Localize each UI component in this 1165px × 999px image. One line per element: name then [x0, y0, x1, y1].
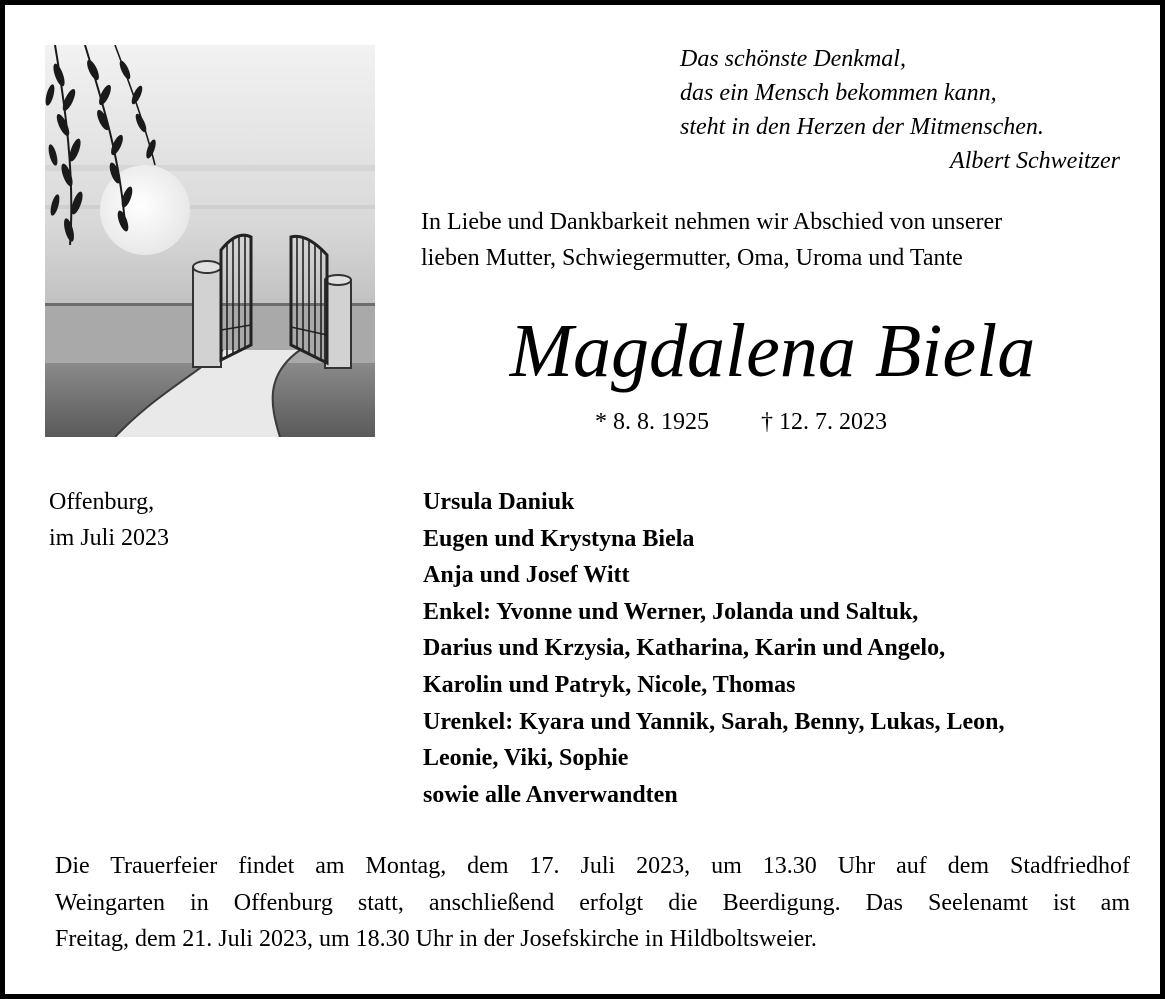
death-date: † 12. 7. 2023 [761, 409, 887, 435]
intro-text [421, 204, 1141, 276]
birth-date: * 8. 8. 1925 [595, 409, 709, 435]
life-dates [595, 404, 887, 440]
mourner-line: Eugen und Krystyna Biela [423, 525, 695, 552]
mourners-list [423, 484, 1143, 813]
mourner-line: Darius und Krzysia, Katharina, Karin und Angelo, [423, 635, 946, 662]
mourner-line: Ursula Daniuk [423, 489, 575, 515]
deceased-name: Magdalena Biela [509, 309, 1036, 393]
mourner-line: Leonie, Viki, Sophie [423, 745, 629, 772]
announcement-line: Weingarten in Offenburg statt, anschließend erfolgt die Beerdigung. Das Seelenamt ist am [55, 889, 1130, 916]
quote-line: das ein Mensch bekommen kann, [680, 80, 997, 106]
intro-line: In Liebe und Dankbarkeit nehmen wir Abschied von unserer [421, 209, 1003, 235]
quote-block [680, 42, 1130, 178]
announcement-line: Freitag, dem 21. Juli 2023, um 18.30 Uhr in der Josefskirche in Hildboltsweier. [55, 926, 817, 952]
intro-line: lieben Mutter, Schwiegermutter, Oma, Uroma und Tante [421, 245, 963, 271]
gate-drawing [45, 45, 375, 437]
place-date: im Juli 2023 [49, 525, 170, 551]
place-and-date [49, 484, 169, 556]
quote-line: steht in den Herzen der Mitmenschen. [680, 114, 1044, 140]
gate-illustration-icon [45, 45, 375, 437]
announcement-line: Die Trauerfeier findet am Montag, dem 17. Juli 2023, um 13.30 Uhr auf dem Stadfriedhof [55, 853, 1130, 879]
mourner-line: sowie alle Anverwandten [423, 781, 678, 808]
quote-line: Das schönste Denkmal, [680, 46, 906, 72]
mourner-line: Urenkel: Kyara und Yannik, Sarah, Benny, Lukas, Leon, [423, 708, 1005, 735]
mourner-line: Anja und Josef Witt [423, 562, 630, 589]
quote-author: Albert Schweitzer [950, 148, 1120, 174]
mourner-line: Enkel: Yvonne und Werner, Jolanda und Saltuk, [423, 598, 919, 625]
place-city: Offenburg, [49, 489, 155, 515]
mourner-line: Karolin und Patryk, Nicole, Thomas [423, 671, 796, 698]
funeral-announcement [55, 848, 1130, 958]
